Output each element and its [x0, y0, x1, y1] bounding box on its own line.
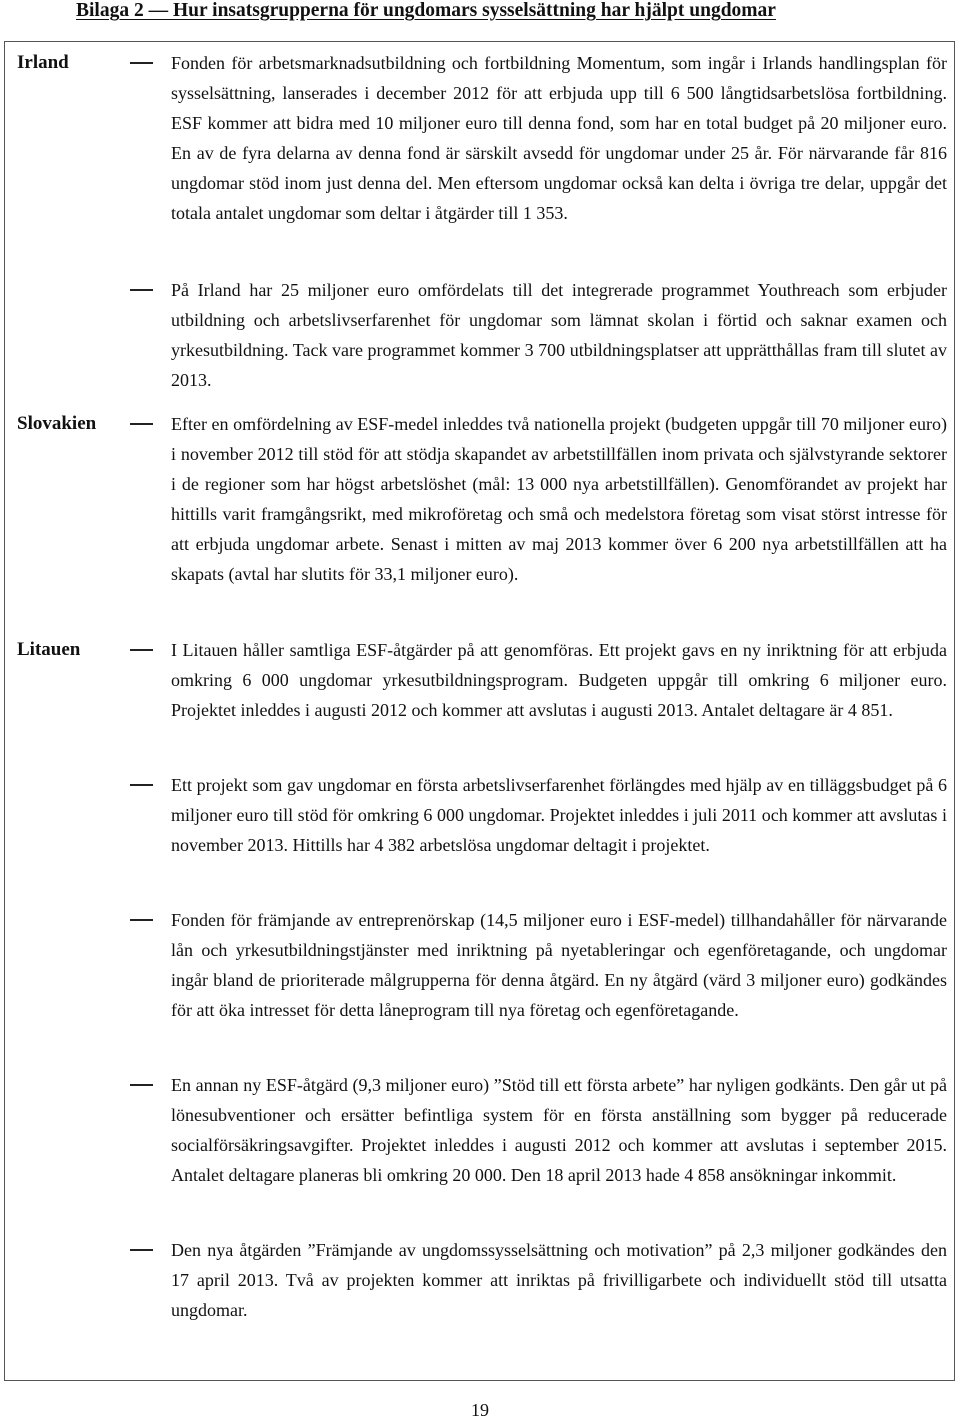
dash-bullet — [130, 919, 153, 921]
dash-bullet — [130, 784, 153, 786]
dash-bullet — [130, 1084, 153, 1086]
item-text: Fonden för arbetsmarknadsutbildning och fortbildning Momentum, som ingår i Irlands handlingsplan för sysselsättning, lanserades i december 2012 för att erbjuda upp till 6 500 långtidsarbetslösa fortbildning. ESF kommer att bidra med 10 miljoner euro till denna fond, som har en total budget på 20 miljoner euro. En av de fyra delarna av denna fond är särskilt avsedd för ungdomar under 25 år. För närvarande får 816 ungdomar stöd inom just denna del. Men eftersom ungdomar också kan delta i övriga tre delar, uppgår det totala antalet ungdomar som deltar i åtgärder till 1 353. — [171, 53, 947, 224]
dash-bullet — [130, 289, 153, 291]
item-text: En annan ny ESF-åtgärd (9,3 miljoner euro) ”Stöd till ett första arbete” har nyligen godkänts. Den går ut på lönesubventioner och ersätter befintliga system för en första anställning som bygger på reducerade socialförsäkringsavgifter. Projektet inleddes i augusti 2012 och kommer att avslutas i september 2015. Antalet deltagare planeras bli omkring 20 000. Den 18 april 2013 hade 4 858 ansökningar inkommit. — [171, 1075, 947, 1186]
country-label: Litauen — [17, 639, 81, 660]
page-title: Bilaga 2 — Hur insatsgrupperna för ungdomars sysselsättning har hjälpt ungdomar — [76, 0, 776, 21]
item-text: Den nya åtgärden ”Främjande av ungdomssysselsättning och motivation” på 2,3 miljoner godkändes den 17 april 2013. Två av projekten kommer att inriktas på frivilligarbete och individuellt stöd till utsatta ungdomar. — [171, 1240, 947, 1321]
item-text: Efter en omfördelning av ESF-medel inleddes två nationella projekt (budgeten uppgår till 70 miljoner euro) i november 2012 till stöd för att stödja skapandet av arbetstillfällen inom privata och självstyrande sektorer i de regioner som har högst arbetslöshet (mål: 13 000 nya arbetstillfällen). Genomförandet av projekt har hittills varit framgångsrikt, med mikroföretag och små och medelstora företag som visat störst intresse för att erbjuda ungdomar arbete. Senast i mitten av maj 2013 kommer över 6 200 nya arbetstillfällen att ha skapats (avtal har slutits för 33,1 miljoner euro). — [171, 414, 947, 585]
country-label: Irland — [17, 52, 69, 73]
dash-bullet — [130, 62, 153, 64]
item-text: Ett projekt som gav ungdomar en första arbetslivserfarenhet förlängdes med hjälp av en tilläggsbudget på 6 miljoner euro till stöd för omkring 6 000 ungdomar. Projektet inleddes i juli 2011 och kommer att avslutas i november 2013. Hittills har 4 382 arbetslösa ungdomar deltagit i projektet. — [171, 775, 947, 856]
item-text: Fonden för främjande av entreprenörskap (14,5 miljoner euro i ESF-medel) tillhandahåller för närvarande lån och yrkesutbildningstjänster med inriktning på nyetableringar och egenföretagande, och ungdomar ingår bland de prioriterade målgrupperna för denna åtgärd. En ny åtgärd (värd 3 miljoner euro) godkändes för att öka intresset för detta låneprogram till nya företag och egenföretagande. — [171, 910, 947, 1021]
dash-bullet — [130, 649, 153, 651]
dash-bullet — [130, 423, 153, 425]
country-table — [4, 41, 955, 1381]
country-label: Slovakien — [17, 413, 97, 434]
dash-bullet — [130, 1249, 153, 1251]
item-text: På Irland har 25 miljoner euro omfördelats till det integrerade programmet Youthreach som erbjuder utbildning och arbetslivserfarenhet för ungdomar som lämnat skolan i förtid och saknar examen och yrkesutbildning. Tack vare programmet kommer 3 700 utbildningsplatser att upprätthållas fram till slutet av 2013. — [171, 280, 947, 391]
item-text: I Litauen håller samtliga ESF-åtgärder på att genomföras. Ett projekt gavs en ny inriktning för att erbjuda omkring 6 000 ungdomar yrkesutbildningsprogram. Budgeten uppgår till omkring 6 miljoner euro. Projektet inleddes i augusti 2012 och kommer att avslutas i augusti 2013. Antalet deltagare är 4 851. — [171, 640, 947, 721]
page-number: 19 — [471, 1400, 489, 1420]
country-section-litauen — [5, 631, 954, 1371]
country-section-irland — [5, 44, 954, 414]
country-section-slovakien — [5, 405, 954, 625]
